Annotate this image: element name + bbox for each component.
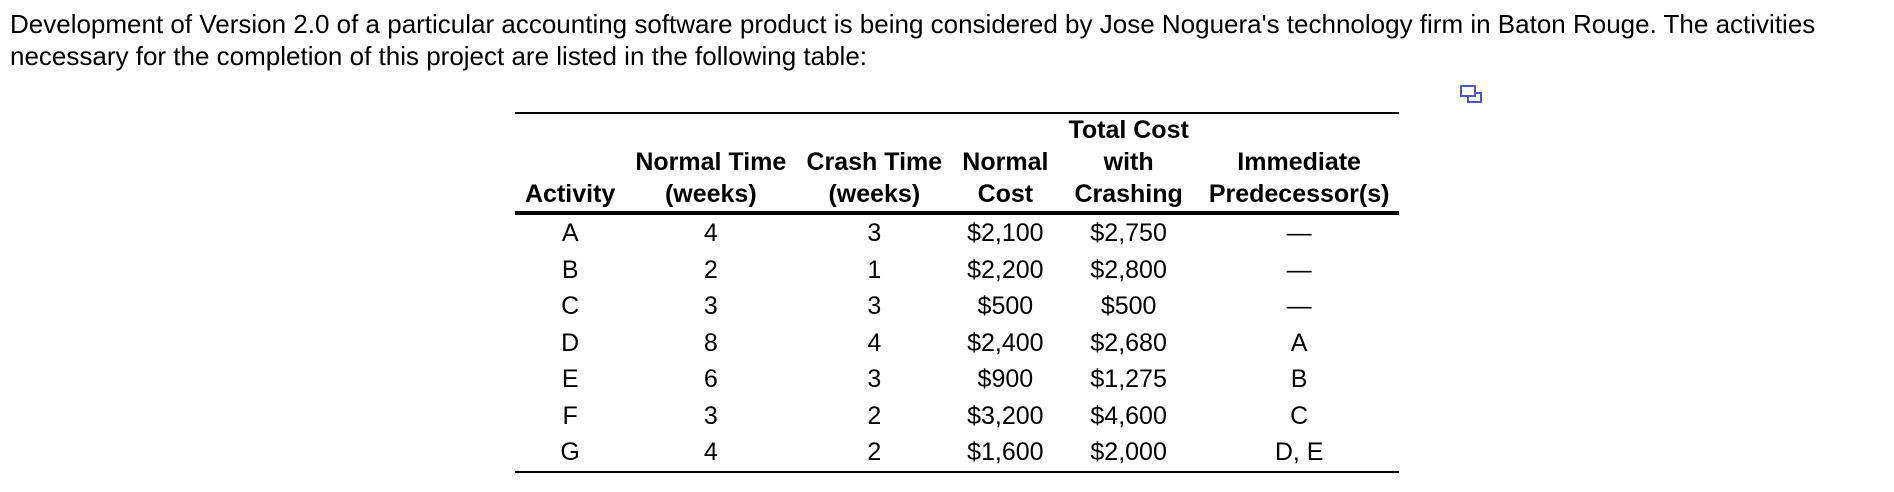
header-crash-time xyxy=(796,113,952,213)
header-line: with xyxy=(1103,148,1154,176)
header-line: Crash Time xyxy=(806,148,943,176)
activity-table xyxy=(515,112,1399,473)
table-row xyxy=(515,398,1399,435)
header-immediate-predecessors xyxy=(1199,113,1400,213)
header-line: Normal Time xyxy=(635,148,787,176)
header-line: Total Cost xyxy=(1068,116,1189,144)
cell-normal-time: 6 xyxy=(703,365,718,393)
cell-normal-time: 4 xyxy=(703,219,718,247)
header-normal-cost xyxy=(952,113,1058,213)
header-line: (weeks) xyxy=(828,180,921,208)
cell-normal-cost: $1,600 xyxy=(967,438,1044,466)
cell-activity: D xyxy=(561,328,580,357)
cell-crash-time: 3 xyxy=(867,292,882,320)
header-activity xyxy=(515,113,625,213)
table-row xyxy=(515,361,1399,398)
cell-total-cost-crashing: $1,275 xyxy=(1090,365,1167,393)
cell-crash-time: 1 xyxy=(867,255,882,284)
header-line: Crashing xyxy=(1074,180,1183,208)
cell-normal-cost: $3,200 xyxy=(967,401,1044,430)
cell-total-cost-crashing: $2,680 xyxy=(1090,328,1167,357)
cell-total-cost-crashing: $500 xyxy=(1100,292,1157,320)
cell-normal-cost: $2,100 xyxy=(967,219,1044,247)
cell-activity: B xyxy=(561,255,579,284)
cell-normal-cost: $900 xyxy=(977,365,1034,393)
header-line: (weeks) xyxy=(664,180,757,208)
cell-activity: C xyxy=(561,292,580,320)
cell-normal-time: 4 xyxy=(703,438,718,466)
cell-crash-time: 4 xyxy=(867,328,882,357)
cell-crash-time: 2 xyxy=(867,438,882,466)
problem-statement: Development of Version 2.0 of a particular accounting software product is being considered by Jose Noguera's technology firm in Baton Rouge. The activities necessary for the completion of this project are listed in the following table: xyxy=(10,9,1816,71)
table-row xyxy=(515,213,1399,252)
cell-total-cost-crashing: $2,750 xyxy=(1090,219,1167,247)
cell-predecessors: A xyxy=(1290,328,1308,357)
cell-total-cost-crashing: $2,800 xyxy=(1090,255,1167,284)
cell-predecessors: — xyxy=(1286,219,1312,247)
cell-predecessors: B xyxy=(1290,365,1308,393)
cell-activity: E xyxy=(561,365,579,393)
cell-crash-time: 2 xyxy=(867,401,882,430)
cell-crash-time: 3 xyxy=(867,365,882,393)
cell-normal-cost: $500 xyxy=(977,292,1034,320)
header-line: Normal xyxy=(962,148,1049,176)
header-line: Activity xyxy=(525,180,616,208)
activity-table-container xyxy=(515,112,1399,473)
header-line: Immediate xyxy=(1237,148,1361,176)
table-row xyxy=(515,325,1399,362)
header-normal-time xyxy=(625,113,796,213)
table-row xyxy=(515,288,1399,325)
cell-normal-time: 3 xyxy=(703,401,718,430)
cell-normal-cost: $2,200 xyxy=(967,255,1044,284)
copy-table-icon[interactable] xyxy=(1460,85,1482,105)
cell-activity: A xyxy=(561,219,579,247)
cell-normal-time: 8 xyxy=(703,328,718,357)
cell-crash-time: 3 xyxy=(867,219,882,247)
cell-activity: F xyxy=(562,401,578,430)
cell-total-cost-crashing: $4,600 xyxy=(1090,401,1167,430)
cell-normal-time: 3 xyxy=(703,292,718,320)
cell-normal-time: 2 xyxy=(703,255,718,284)
cell-total-cost-crashing: $2,000 xyxy=(1090,438,1167,466)
table-row xyxy=(515,434,1399,472)
cell-predecessors: D, E xyxy=(1274,438,1324,466)
cell-predecessors: — xyxy=(1286,255,1312,284)
cell-activity: G xyxy=(560,438,580,466)
cell-predecessors: — xyxy=(1286,292,1312,320)
table-header-row xyxy=(515,113,1399,213)
header-line: Cost xyxy=(977,180,1034,208)
header-line: Predecessor(s) xyxy=(1208,180,1390,208)
cell-normal-cost: $2,400 xyxy=(967,328,1044,357)
table-row xyxy=(515,252,1399,289)
header-total-cost-crashing xyxy=(1058,113,1198,213)
cell-predecessors: C xyxy=(1290,401,1309,430)
